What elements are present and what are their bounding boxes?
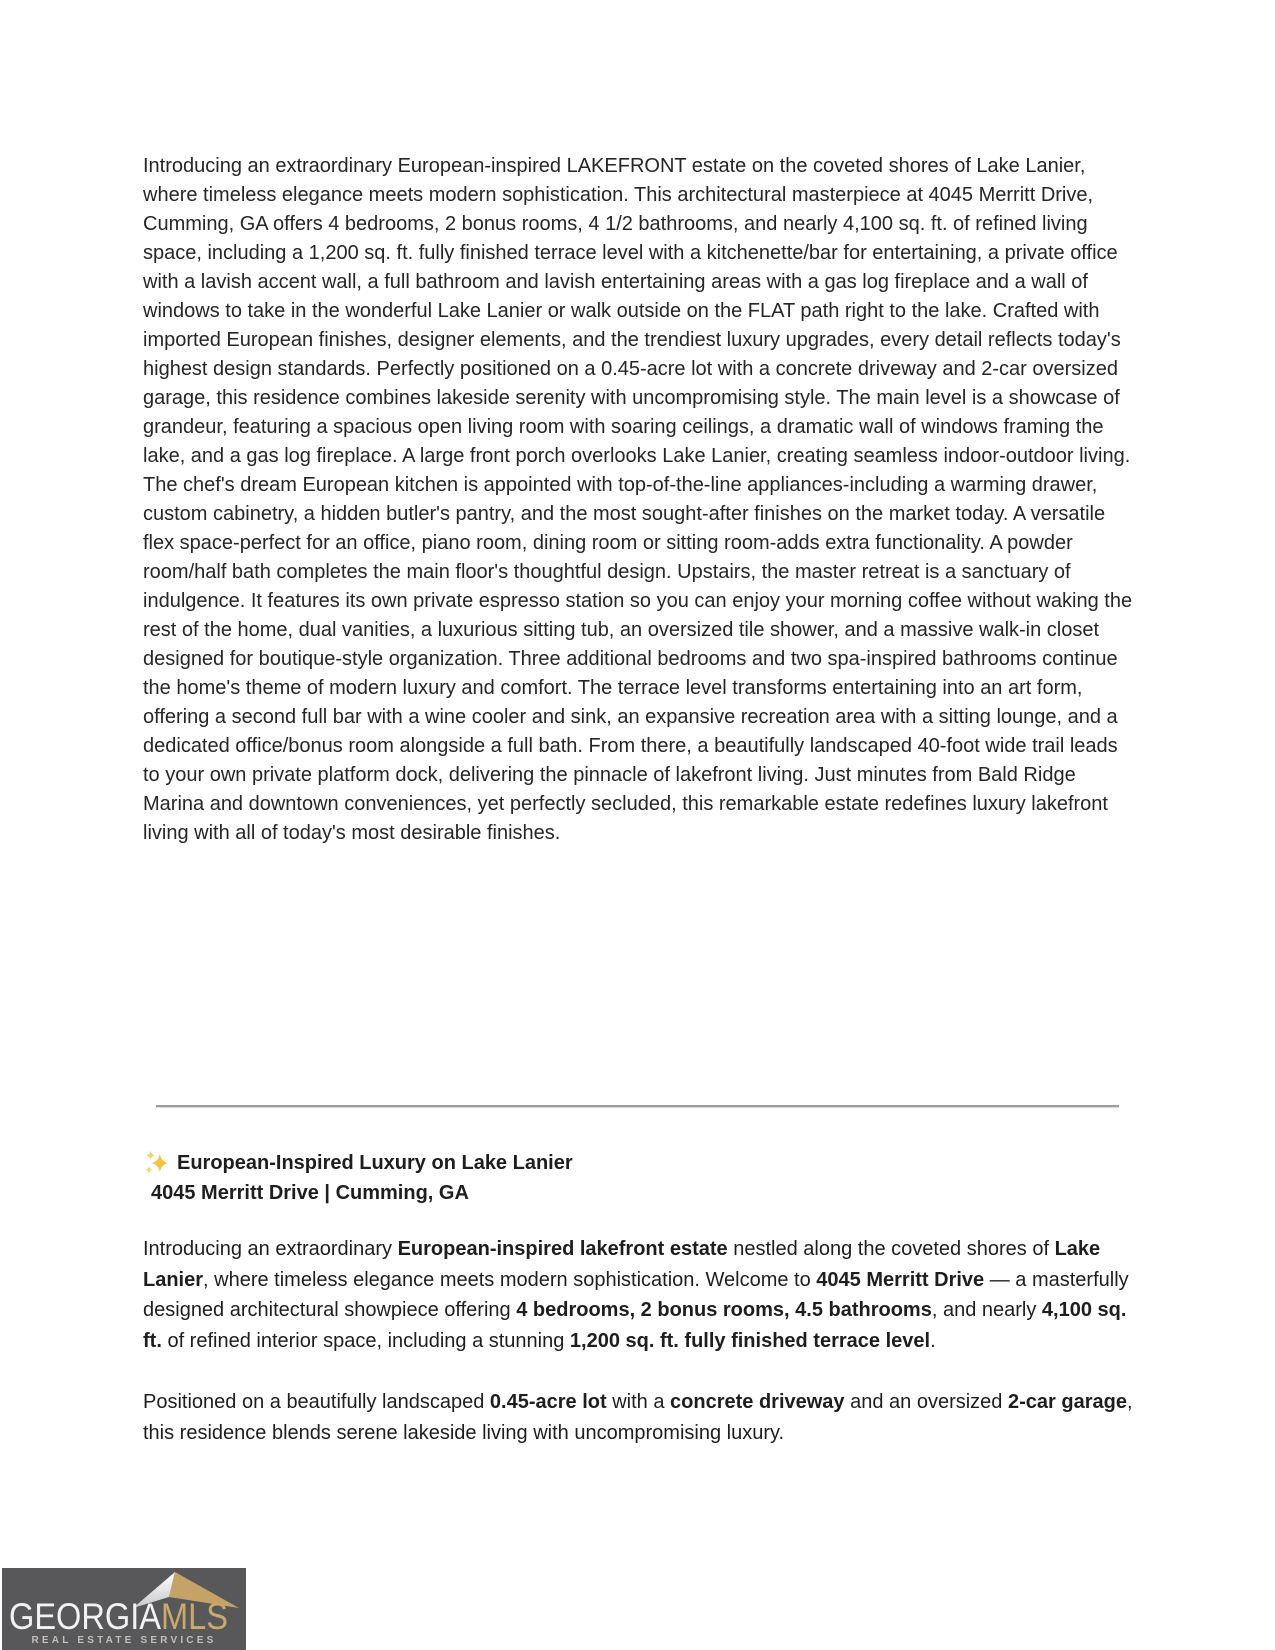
listing-headline bbox=[143, 1148, 1138, 1178]
logo-brand-georgia: GEORGIA bbox=[9, 1596, 161, 1637]
listing-section bbox=[143, 1148, 1138, 1448]
listing-paragraph-lot: Positioned on a beautifully landscaped 0.45-acre lot with a concrete driveway and an oversized 2-car garage, this residence blends serene lakeside living with uncompromising luxury. bbox=[143, 1391, 1133, 1444]
logo-tagline: REAL ESTATE SERVICES bbox=[31, 1635, 217, 1646]
listing-paragraph-intro: Introducing an extraordinary European-inspired lakefront estate nestled along the coveted shores of Lake Lanier, where timeless elegance meets modern sophistication. Welcome to 4045 Merritt Drive — a masterfully designed architectural showpiece offering 4 bedrooms, 2 bonus rooms, 4.5 bathrooms, and nearly 4,100 sq. ft. of refined interior space, including a stunning 1,200 sq. ft. fully finished terrace level. bbox=[143, 1238, 1129, 1352]
property-description: Introducing an extraordinary European-inspired LAKEFRONT estate on the coveted shores of Lake Lanier, where timeless elegance meets modern sophistication. This architectural masterpiece at 4045 Merritt Drive, Cumming, GA offers 4 bedrooms, 2 bonus rooms, 4 1/2 bathrooms, and nearly 4,100 sq. ft. of refined living space, including a 1,200 sq. ft. fully finished terrace level with a kitchenette/bar for entertaining, a private office with a lavish accent wall, a full bathroom and lavish entertaining areas with a gas log fireplace and a wall of windows to take in the wonderful Lake Lanier or walk outside on the FLAT path right to the lake. Crafted with imported European finishes, designer elements, and the trendiest luxury upgrades, every detail reflects today's highest design standards. Perfectly positioned on a 0.45-acre lot with a concrete driveway and 2-car oversized garage, this residence combines lakeside serenity with uncompromising style. The main level is a showcase of grandeur, featuring a spacious open living room with soaring ceilings, a dramatic wall of windows framing the lake, and a gas log fireplace. A large front porch overlooks Lake Lanier, creating seamless indoor-outdoor living. The chef's dream European kitchen is appointed with top-of-the-line appliances-including a warming drawer, custom cabinetry, a hidden butler's pantry, and the most sought-after finishes on the market today. A versatile flex space-perfect for an office, piano room, dining room or sitting room-adds extra functionality. A powder room/half bath completes the main floor's thoughtful design. Upstairs, the master retreat is a sanctuary of indulgence. It features its own private espresso station so you can enjoy your morning coffee without waking the rest of the home, dual vanities, a luxurious sitting tub, an oversized tile shower, and a massive walk-in closet designed for boutique-style organization. Three additional bedrooms and two spa-inspired bathrooms continue the home's theme of modern luxury and comfort. The terrace level transforms entertaining into an art form, offering a second full bar with a wine cooler and sink, an expansive recreation area with a sitting lounge, and a dedicated office/bonus room alongside a full bath. From there, a beautifully landscaped 40-foot wide trail leads to your own private platform dock, delivering the pinnacle of lakefront living. Just minutes from Bald Ridge Marina and downtown conveniences, yet perfectly secluded, this remarkable estate redefines luxury lakefront living with all of today's most desirable finishes. bbox=[143, 155, 1133, 844]
logo-brand-text bbox=[9, 1598, 228, 1635]
listing-headline-text: European-Inspired Luxury on Lake Lanier bbox=[177, 1152, 573, 1174]
georgia-mls-logo bbox=[2, 1568, 246, 1650]
sparkles-icon bbox=[143, 1148, 170, 1178]
section-divider bbox=[156, 1105, 1119, 1108]
logo-brand-mls: MLS bbox=[160, 1596, 228, 1637]
listing-subheadline: 4045 Merritt Drive | Cumming, GA bbox=[151, 1182, 469, 1204]
